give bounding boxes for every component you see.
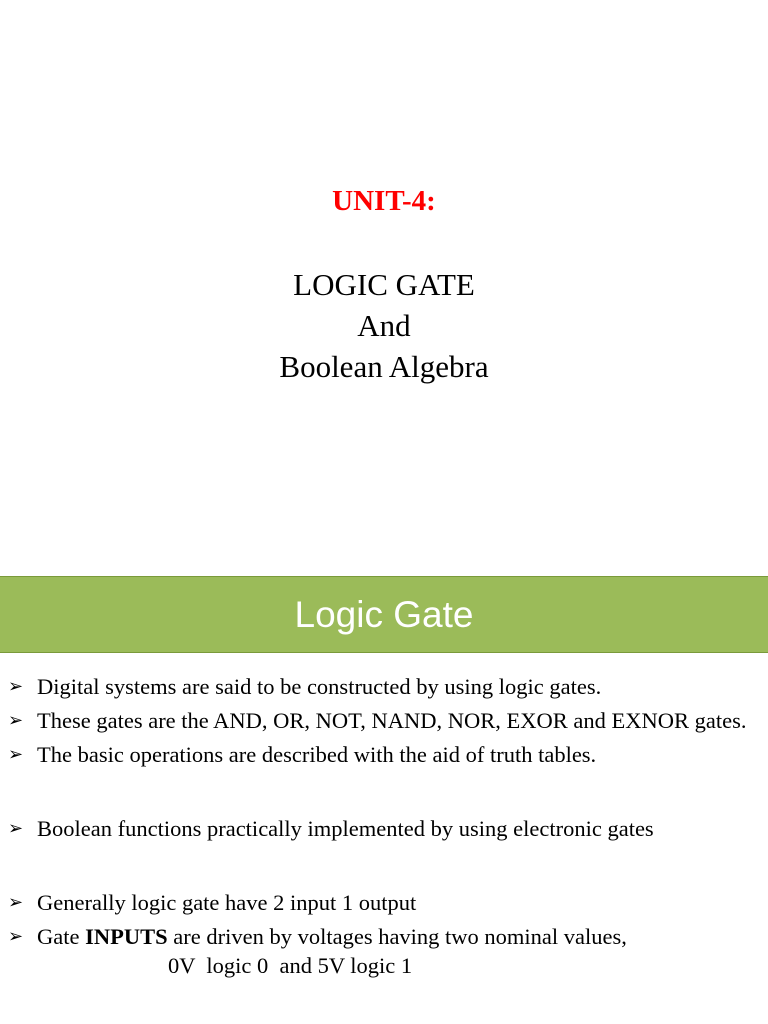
bullet-text: These gates are the AND, OR, NOT, NAND, NOR, EXOR and EXNOR gates.: [37, 708, 747, 733]
logic-gate-slide: [0, 576, 768, 1024]
bullet-text: Generally logic gate have 2 input 1 output: [37, 890, 417, 915]
slide-title: [0, 264, 768, 387]
title-line-boolean-algebra: Boolean Algebra: [279, 349, 489, 384]
bullet-item: [8, 922, 748, 951]
bullet-list: [8, 672, 748, 980]
bullet-text-suffix: are driven by voltages having two nominal values,: [167, 924, 627, 949]
bullet-item: [8, 672, 748, 701]
bullet-text-bold: INPUTS: [85, 924, 168, 949]
arrowhead-bullet-icon: ➢: [8, 676, 24, 697]
title-line-and: And: [357, 308, 411, 343]
title-line-logic-gate: LOGIC GATE: [293, 267, 475, 302]
bullet-text: Boolean functions practically implemented by using electronic gates: [37, 816, 654, 841]
arrowhead-bullet-icon: ➢: [8, 710, 24, 731]
arrowhead-bullet-icon: ➢: [8, 926, 24, 947]
voltage-levels-line: 0V logic 0 and 5V logic 1: [168, 953, 413, 978]
slide-header-bar: [0, 576, 768, 653]
unit-heading: UNIT-4:: [332, 185, 436, 217]
bullet-text: The basic operations are described with the aid of truth tables.: [37, 742, 597, 767]
arrowhead-bullet-icon: ➢: [8, 744, 24, 765]
arrowhead-bullet-icon: ➢: [8, 818, 24, 839]
bullet-item: [8, 814, 748, 843]
bullet-text-prefix: Gate: [37, 924, 86, 949]
bullet-item: [8, 740, 748, 769]
bullet-item: [8, 888, 748, 917]
bullet-text: Digital systems are said to be constructed by using logic gates.: [37, 674, 602, 699]
arrowhead-bullet-icon: ➢: [8, 892, 24, 913]
slide-header-title: Logic Gate: [294, 593, 474, 635]
bullet-item: [8, 706, 748, 735]
